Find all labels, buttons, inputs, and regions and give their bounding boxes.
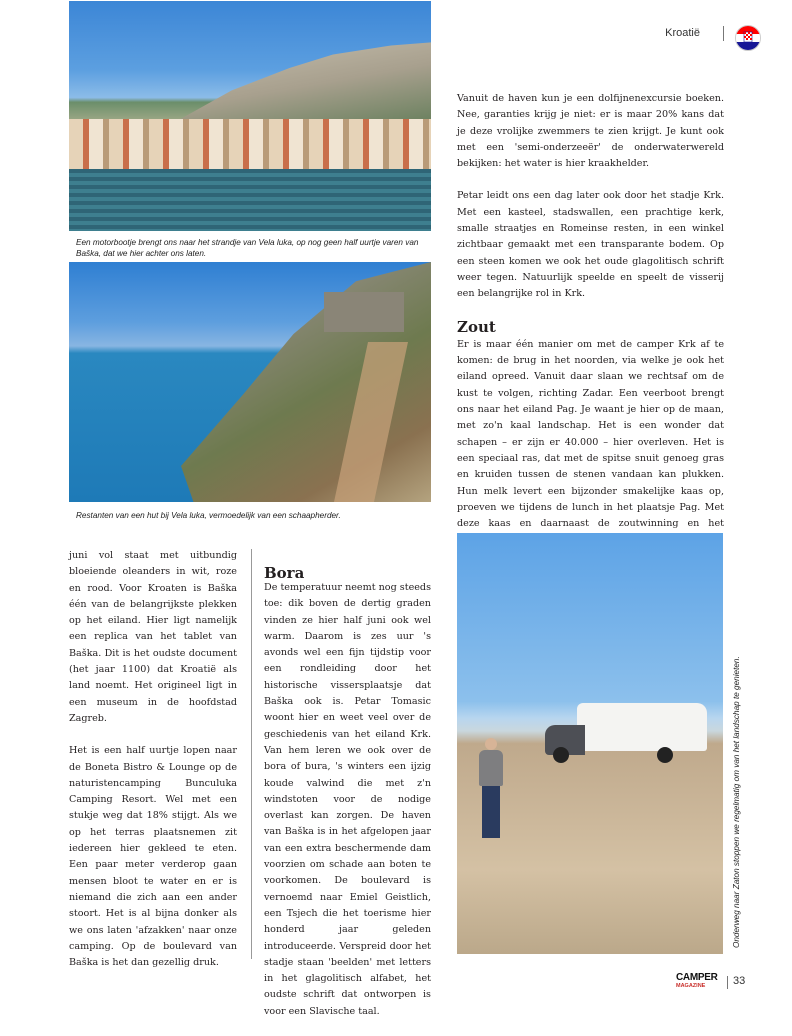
croatia-flag-icon [735,25,761,51]
column-divider [251,549,252,959]
right-text-column [457,91,724,565]
section-label: Kroatië [665,27,700,39]
right-paragraph-1: Vanuit de haven kun je een dolfijnenexcursie boeken. Nee, garanties krijg je niet: er is maar 20% kans dat je deze vrolijke zwemmers te zien krijgt. Je kunt ook met een 'semi-onderzeeër' de onderwaterwereld bekijken: het water is hier kraakhelder. [457,93,724,170]
coast-photo-caption: Restanten van een hut bij Vela luka, vermoedelijk van een schaapherder. [76,511,341,520]
left-paragraph-1: juni vol staat met uitbundig bloeiende oleanders in wit, roze en rood. Voor Kroaten is Baška één van de belangrijkste plekken op het eiland. Hier ligt namelijk een replica van het tablet van Baška. Dit is het oudste document (het jaar 1100) dat Kroatië als land noemt. Het origineel ligt in een museum in de hoofdstad Zagreb. [69,550,237,724]
magazine-logo [676,973,728,991]
section-heading-bora: Bora [264,564,305,582]
middle-paragraph-1: De temperatuur neemt nog steeds toe: dik boven de dertig graden vinden ze hier half juni ook wel warm. Daarom is zes uur 's avonds wel een fijn tijdstip voor een rondleiding door het historische vissersplaatsje dat Baška ook is. Petar Tomasic woont hier en weet veel over de geschiedenis van het eiland Krk. Van hem leren we ook over de bora of bura, 's winters een ijzig koude valwind die met z'n windstoten voor de nodige overlast kan zorgen. De haven van Baška is in het afgelopen jaar van een extra beschermende dam voorzien om schade aan boten te voorkomen. De boulevard is vernoemd naar Emiel Geistlich, een Tsjech die het toerisme hier honderd jaar geleden introduceerde. Verspreid door het stadje staan 'beelden' met letters in het glagolitisch alfabet, het oudste schrift dat ontworpen is voor een Slavische taal. [264,582,431,1017]
camper-photo [457,533,723,954]
right-paragraph-3: Er is maar één manier om met de camper Krk af te komen: de brug in het noorden, via welke je ook het eiland opreed. Vanuit daar slaan we rechtsaf om de kust te volgen, richting Zadar. Een veerboot brengt ons naar het eiland Pag. Je waant je hier op de maan, met zo'n kaal landschap. Het is een wonder dat schapen – er zijn er 40.000 – hier overleven. Het is een speciaal ras, dat met de spitse snuit genoeg gras en kruiden tussen de stenen vandaan kan plukken. Hun melk levert een bijzonder smakelijke kaas op, proeven we tijdens de lunch in het plaatsje Pag. Met deze kaas en daarnaast de zoutwinning en het [457,338,724,530]
harbour-town-photo [69,1,431,231]
left-paragraph-2: Het is een half uurtje lopen naar de Boneta Bistro & Lounge op de naturistencamping Bunculuka Camping Resort. Wel met een stukje weg dat 18% stijgt. Als we op het terras plaatsnemen zit iedereen hier gekleed te eten. Een paar meter verderop gaan mensen bloot te water en er is niemand die zich aan een ander stoort. Het is al bijna donker als we ons laten 'afzakken' naar onze camping. Op de boulevard van Baška is het dan gezellig druk. [69,745,237,969]
camper-photo-caption: Onderweg naar Zaton stoppen we regelmatig om van het landschap te genieten. [732,656,741,948]
right-paragraph-2: Petar leidt ons een dag later ook door het stadje Krk. Met een kasteel, stadswallen, een prachtige kerk, smalle straatjes en Romeinse resten, in een winkel zichtbaar gemaakt met een transparante bodem. Op een steen komen we ook het oude glagolitisch schrift weer tegen. Natuurlijk speelde en speelt de visserij een belangrijke rol in Krk. [457,190,724,300]
section-heading-zout: Zout [457,317,496,336]
harbour-photo-caption: Een motorbootje brengt ons naar het strandje van Vela luka, op nog geen half uurtje varen van Baška, dat we hier achter ons laten. [76,238,419,258]
header-divider [723,26,724,41]
left-text-column [69,548,237,987]
coast-hut-photo [69,262,431,502]
page-number: 33 [733,975,746,987]
logo-top-text: CAMPER [676,972,718,983]
logo-bottom-text: MAGAZINE [676,983,706,989]
footer-divider [727,976,728,989]
middle-text-column [264,580,431,1036]
